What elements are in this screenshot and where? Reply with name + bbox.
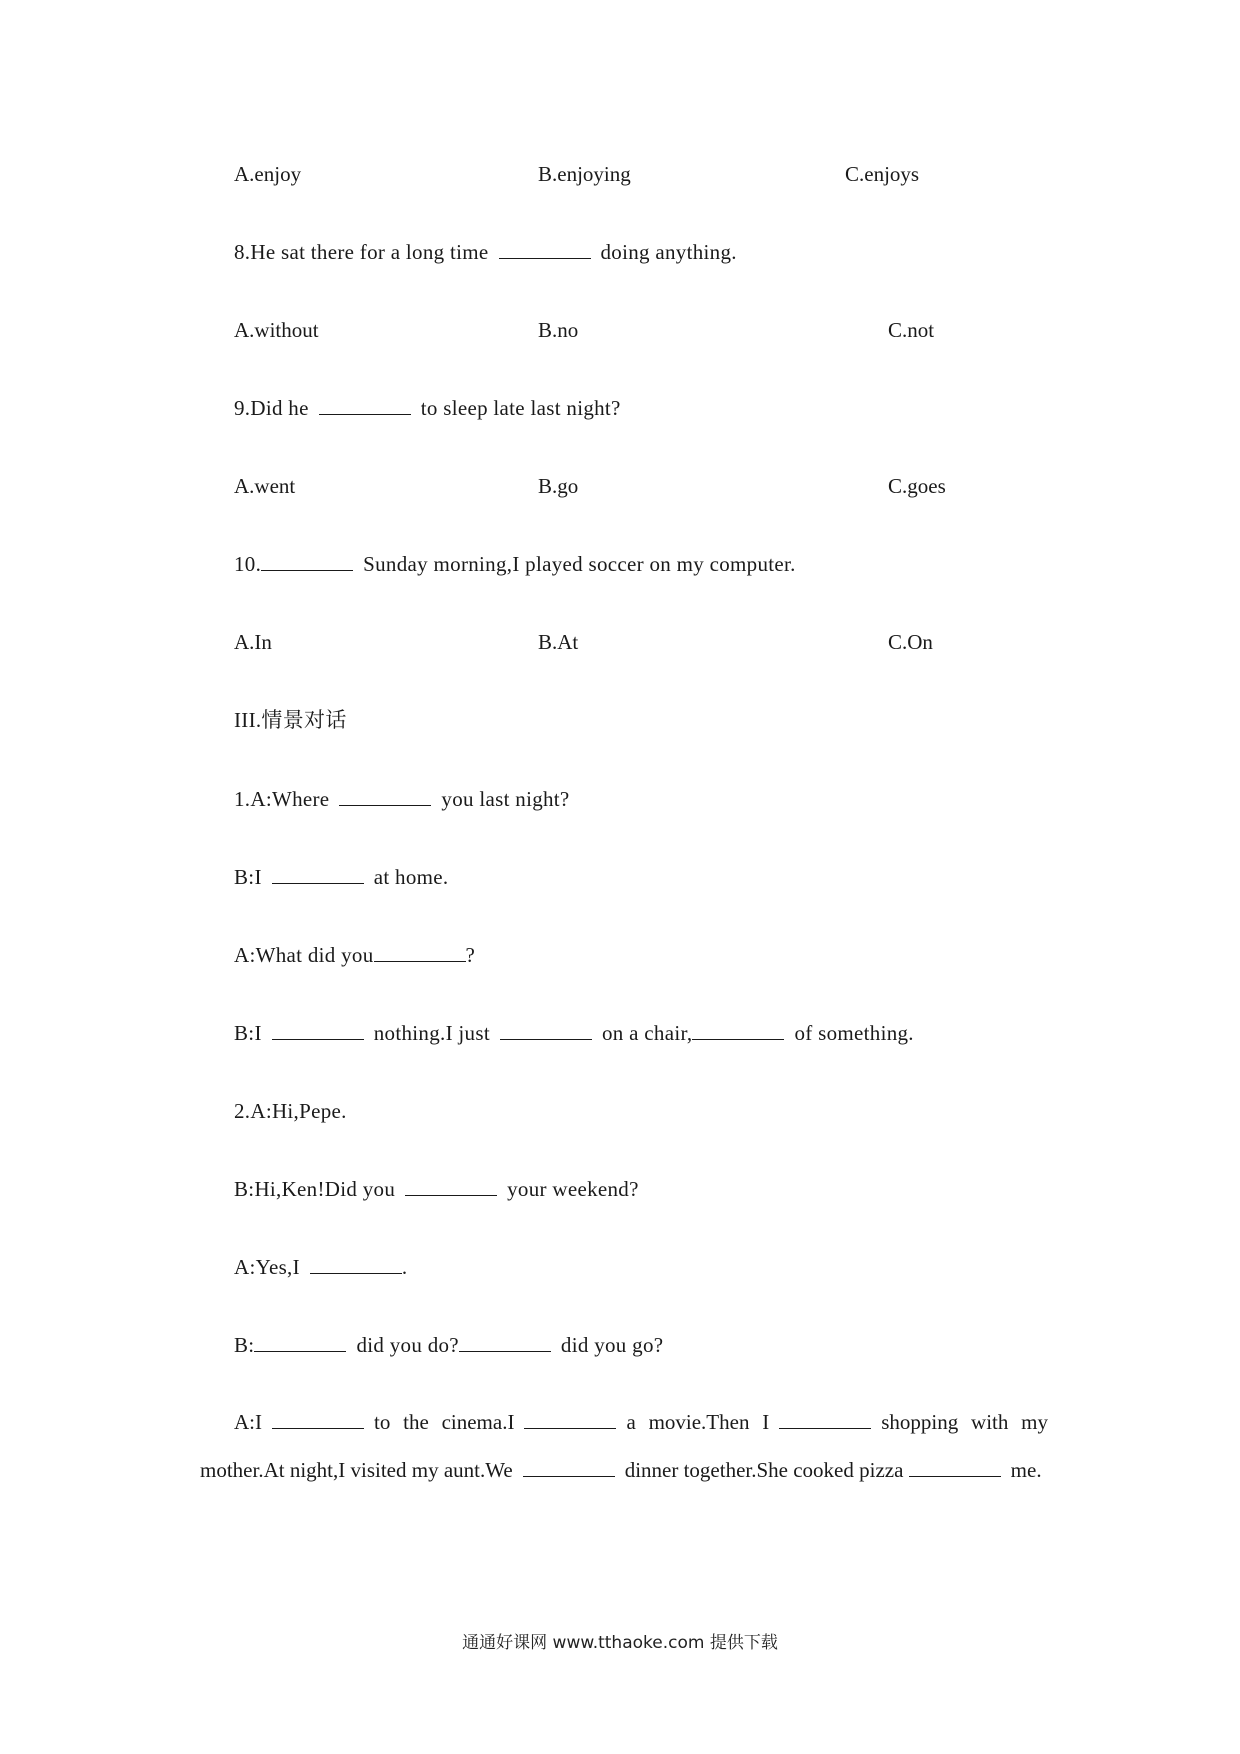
dialog1-line2 bbox=[234, 863, 448, 891]
dialog2-line4 bbox=[234, 1331, 663, 1359]
dialog1-blank4 bbox=[272, 1021, 364, 1040]
q10-option-c: C.On bbox=[888, 630, 933, 654]
dialog2-line3-text: A:Yes,I bbox=[234, 1255, 300, 1279]
dialog1-line2-text: B:I bbox=[234, 865, 262, 889]
q8-option-a: A.without bbox=[234, 318, 319, 342]
dialog1-blank6 bbox=[692, 1021, 784, 1040]
dialog2-para-3: a movie.Then I bbox=[626, 1410, 770, 1434]
q8-question-text: 8.He sat there for a long time bbox=[234, 240, 489, 264]
dialog1-line1 bbox=[234, 785, 570, 813]
q8-question-tail: doing anything. bbox=[600, 240, 737, 264]
q10-option-a: A.In bbox=[234, 630, 272, 654]
dialog2-blank5 bbox=[272, 1410, 364, 1429]
dialog1-line4 bbox=[234, 1019, 914, 1047]
dialog1-line1-text: 1.A:Where bbox=[234, 787, 330, 811]
dialog2-para-6: me. bbox=[1010, 1458, 1042, 1482]
q10-question-text: 10. bbox=[234, 552, 262, 576]
dialog2-blank1 bbox=[405, 1177, 497, 1196]
dialog2-line3 bbox=[234, 1253, 407, 1281]
dialog1-line2-tail: at home. bbox=[373, 865, 449, 889]
dialog2-line4-tail: did you go? bbox=[560, 1333, 664, 1357]
dialog2-blank3 bbox=[254, 1333, 346, 1352]
q9-question-tail: to sleep late last night? bbox=[420, 396, 621, 420]
dialog2-para-4: shopping with my mother.At night,I visited my aunt.We bbox=[200, 1410, 1048, 1482]
dialog1-line1-tail: you last night? bbox=[441, 787, 570, 811]
q7-option-a: A.enjoy bbox=[234, 162, 302, 186]
q10-blank bbox=[261, 552, 353, 571]
dialog2-blank2 bbox=[310, 1255, 402, 1274]
q7-option-b: B.enjoying bbox=[538, 162, 631, 186]
dialog1-blank5 bbox=[500, 1021, 592, 1040]
dialog1-line4-mid2: on a chair, bbox=[601, 1021, 693, 1045]
dialog1-blank2 bbox=[272, 865, 364, 884]
dialog2-para-5: dinner together.She cooked pizza bbox=[624, 1458, 904, 1482]
q9-option-a: A.went bbox=[234, 474, 296, 498]
dialog1-line4-text: B:I bbox=[234, 1021, 262, 1045]
dialog1-line3-text: A:What did you bbox=[234, 943, 374, 967]
q10-question bbox=[234, 550, 796, 578]
footer: 通通好课网 www.tthaoke.com 提供下载 bbox=[462, 1633, 778, 1653]
dialog2-line3-tail: . bbox=[401, 1255, 408, 1279]
dialog2-blank9 bbox=[909, 1458, 1001, 1477]
q9-question-text: 9.Did he bbox=[234, 396, 309, 420]
dialog2-line2 bbox=[234, 1175, 639, 1203]
q10-option-b: B.At bbox=[538, 630, 579, 654]
dialog1-line4-tail: of something. bbox=[794, 1021, 914, 1045]
dialog1-line4-mid1: nothing.I just bbox=[373, 1021, 490, 1045]
section-title: III.情景对话 bbox=[234, 708, 347, 732]
dialog1-line3-tail: ? bbox=[465, 943, 476, 967]
dialog1-line3 bbox=[234, 941, 475, 969]
dialog2-blank8 bbox=[523, 1458, 615, 1477]
dialog2-line4-mid: did you do? bbox=[356, 1333, 459, 1357]
dialog2-blank6 bbox=[524, 1410, 616, 1429]
dialog1-blank3 bbox=[374, 943, 466, 962]
q8-option-c: C.not bbox=[888, 318, 935, 342]
q8-option-b: B.no bbox=[538, 318, 579, 342]
dialog2-para-2: to the cinema.I bbox=[374, 1410, 515, 1434]
dialog2-line2-tail: your weekend? bbox=[507, 1177, 639, 1201]
q9-option-b: B.go bbox=[538, 474, 579, 498]
q9-blank bbox=[319, 396, 411, 415]
dialog2-para-1: A:I bbox=[234, 1410, 262, 1434]
dialog2-blank4 bbox=[459, 1333, 551, 1352]
dialog2-line1: 2.A:Hi,Pepe. bbox=[234, 1099, 347, 1123]
dialog2-blank7 bbox=[779, 1410, 871, 1429]
q10-question-tail: Sunday morning,I played soccer on my computer. bbox=[363, 552, 796, 576]
dialog2-line2-text: B:Hi,Ken!Did you bbox=[234, 1177, 396, 1201]
dialog2-line4-text: B: bbox=[234, 1333, 255, 1357]
q7-option-c: C.enjoys bbox=[845, 162, 920, 186]
q9-option-c: C.goes bbox=[888, 474, 946, 498]
dialog1-blank1 bbox=[339, 787, 431, 806]
q8-blank bbox=[499, 240, 591, 259]
q9-question bbox=[234, 394, 621, 422]
q8-question bbox=[234, 238, 737, 266]
dialog2-paragraph bbox=[200, 1398, 1048, 1494]
